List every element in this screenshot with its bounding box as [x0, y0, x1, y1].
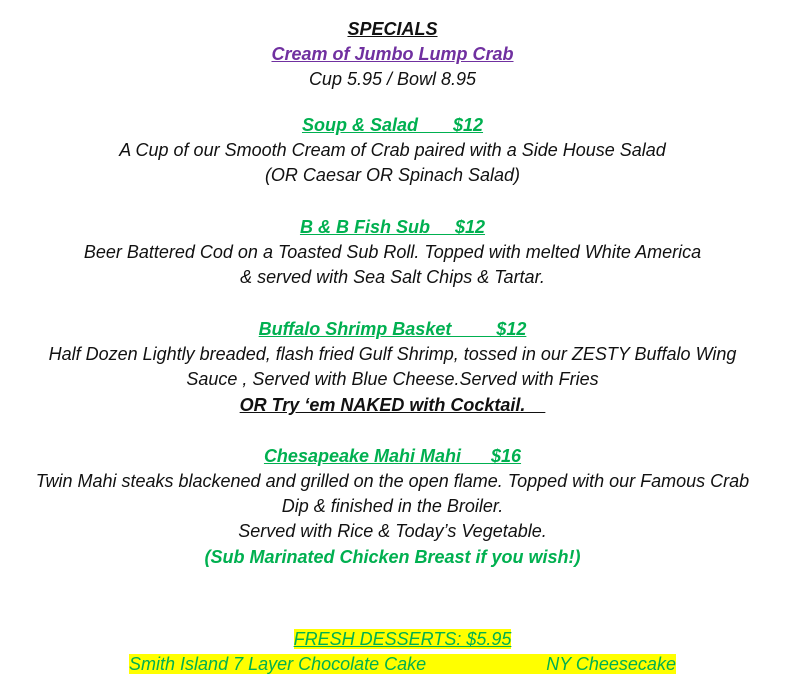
item-heading-mahi-mahi: Chesapeake Mahi Mahi $16 [263, 446, 522, 466]
item-description: Sauce , Served with Blue Cheese.Served with Fries [186, 369, 599, 389]
item-description: & served with Sea Salt Chips & Tartar. [240, 267, 545, 287]
item-heading-buffalo-shrimp: Buffalo Shrimp Basket $12 [258, 319, 527, 339]
item-note-chicken: (Sub Marinated Chicken Breast if you wish!) [204, 547, 581, 567]
item-heading-soup-salad: Soup & Salad $12 [301, 115, 484, 135]
item-description: Dip & finished in the Broiler. [281, 496, 504, 516]
desserts-heading: FRESH DESSERTS: $5.95 [293, 629, 512, 649]
desserts-heading-row [0, 603, 785, 649]
soup-price: Cup 5.95 / Bowl 8.95 [308, 69, 477, 89]
item-heading-fish-sub: B & B Fish Sub $12 [299, 217, 486, 237]
desserts-list: Smith Island 7 Layer Chocolate Cake NY Cheesecake [129, 654, 676, 674]
item-description: (OR Caesar OR Spinach Salad) [264, 165, 521, 185]
item-description: Twin Mahi steaks blackened and grilled on the open flame. Topped with our Famous Crab [35, 471, 750, 491]
item-description: Half Dozen Lightly breaded, flash fried Gulf Shrimp, tossed in our ZESTY Buffalo Wing [48, 344, 737, 364]
item-description: A Cup of our Smooth Cream of Crab paired with a Side House Salad [119, 140, 666, 160]
item-description: Beer Battered Cod on a Toasted Sub Roll. Topped with melted White America [83, 242, 702, 262]
soup-name: Cream of Jumbo Lump Crab [271, 44, 514, 64]
specials-title: SPECIALS [347, 19, 438, 39]
item-description: Served with Rice & Today’s Vegetable. [238, 521, 547, 541]
item-note-naked: OR Try ‘em NAKED with Cocktail. [239, 395, 546, 415]
desserts-list-row [0, 628, 785, 674]
